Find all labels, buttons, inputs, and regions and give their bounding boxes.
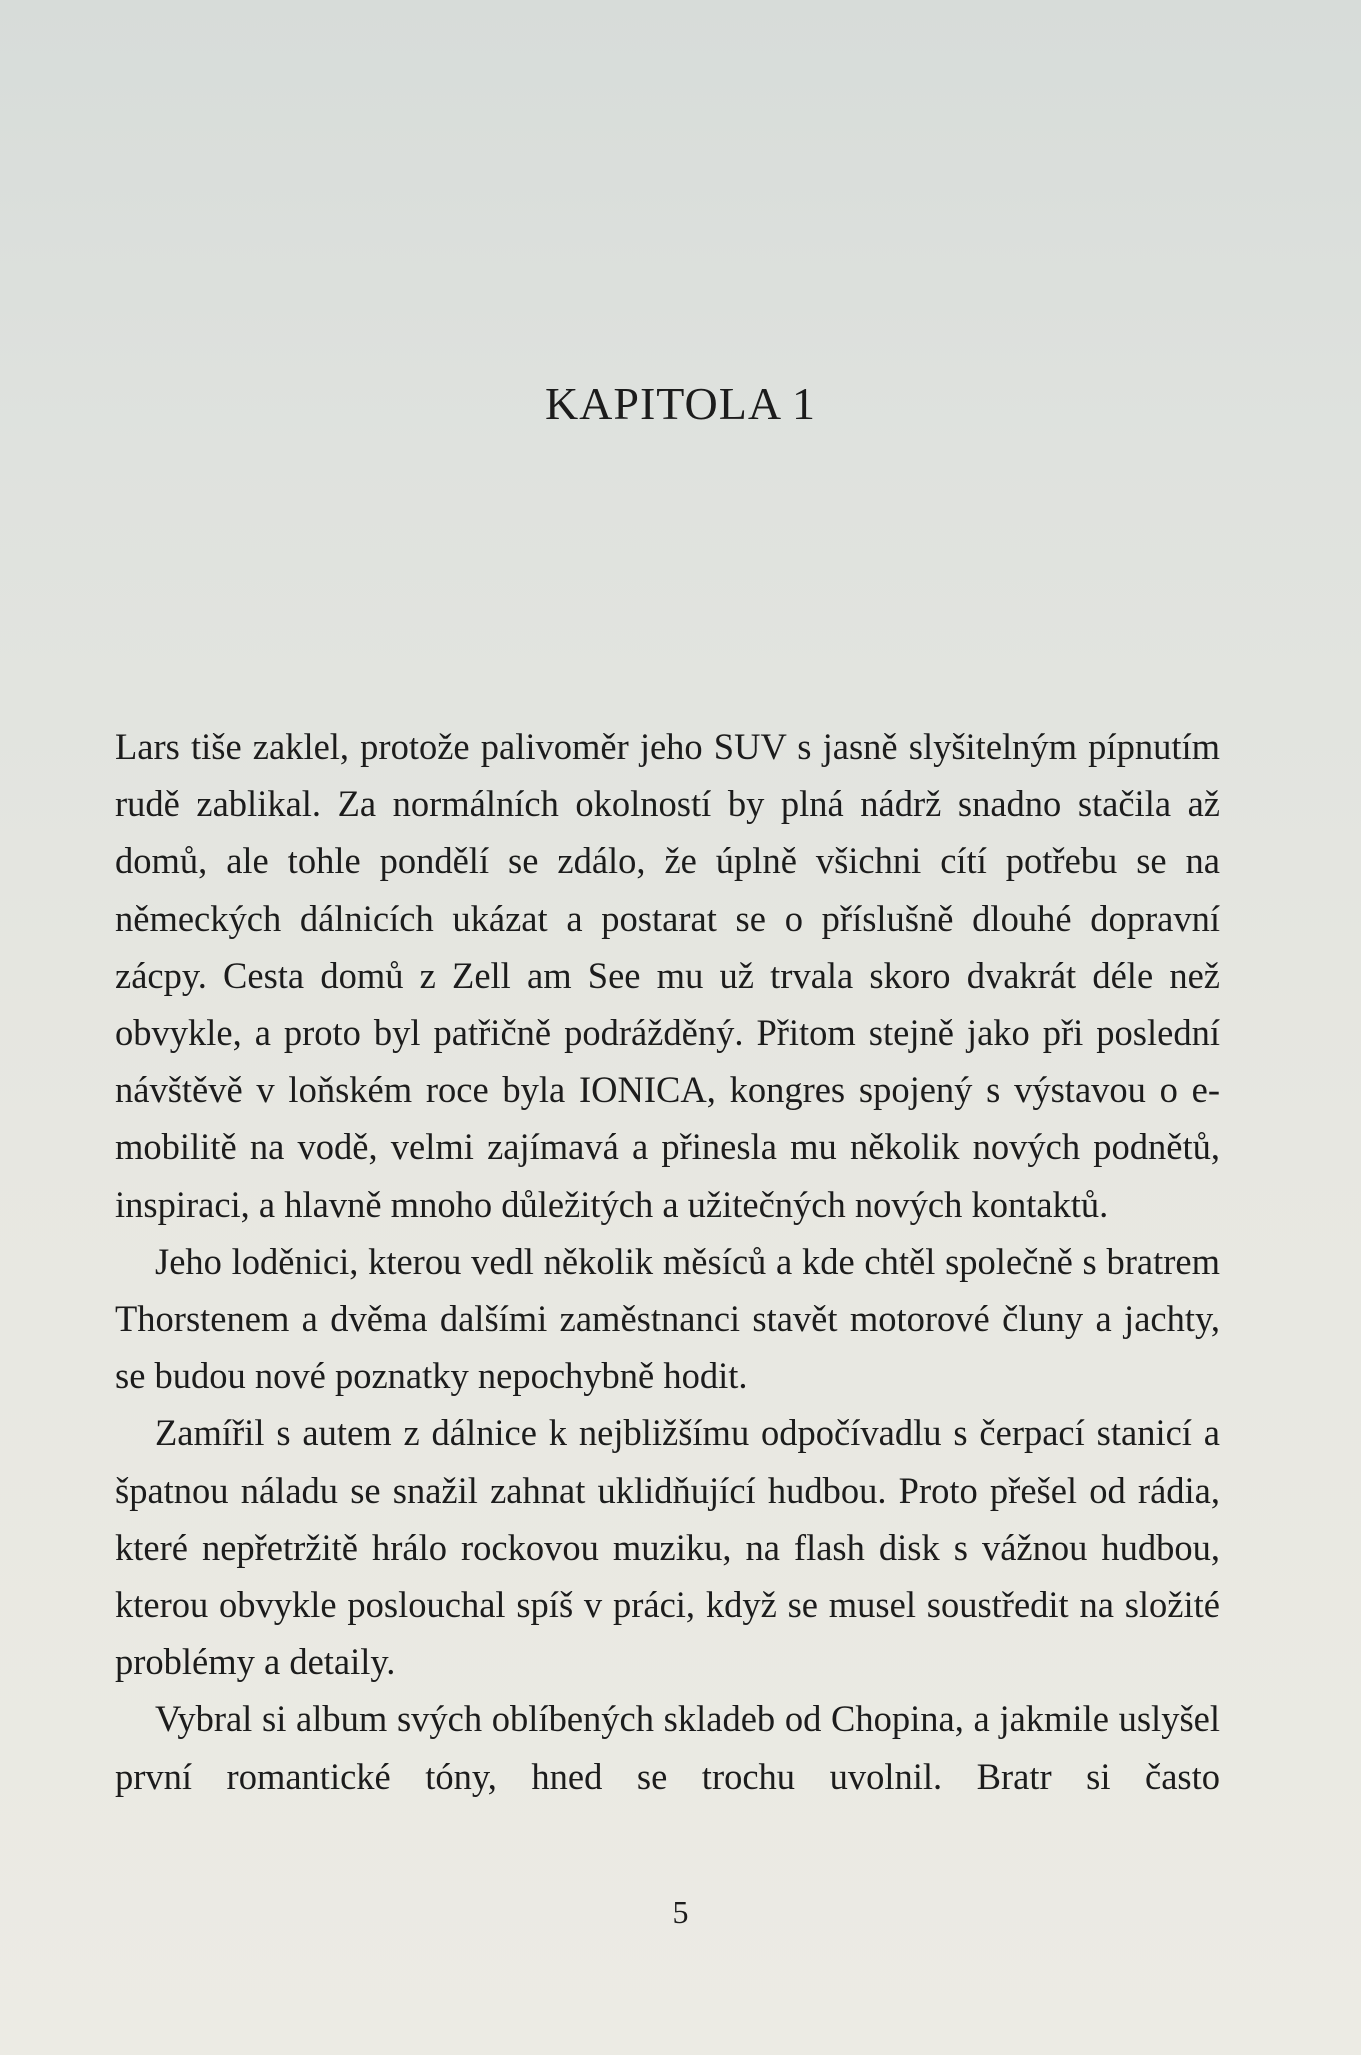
- paragraph-2: Jeho loděnici, kterou vedl několik měsíců a kde chtěl společně s bratrem Thorstenem a dvěma dalšími zaměstnanci stavět motorové čluny a jachty, se budou nové poznatky nepochybně hodit.: [115, 1240, 1220, 1397]
- chapter-body: [115, 718, 1220, 1805]
- paragraph-3: Zamířil s autem z dálnice k nejbližšímu odpočívadlu s čerpací stanicí a špatnou náladu se snažil zahnat uklidňující hudbou. Proto přešel od rádia, které nepřetržitě hrálo rockovou muziku, na flash disk s vážnou hudbou, kterou obvykle poslouchal spíš v práci, když se musel soustředit na složité problémy a detaily.: [115, 1412, 1220, 1683]
- chapter-title: KAPITOLA 1: [544, 378, 817, 429]
- paragraph-1: Lars tiše zaklel, protože palivoměr jeho SUV s jasně slyšitelným pípnutím rudě zablikal. Za normálních okolností by plná nádrž snadno stačila až domů, ale tohle pondělí se zdálo, že úplně všichni cítí potřebu se na německých dálnicích ukázat a postarat se o příslušně dlouhé dopravní zácpy. Cesta domů z Zell am See mu už trvala skoro dvakrát déle než obvykle, a proto byl patřičně podrážděný. Přitom stejně jako při poslední návštěvě v loňském roce byla IONICA, kongres spojený s výstavou o e-mobilitě na vodě, velmi zajímavá a přinesla mu několik nových podnětů, inspiraci, a hlavně mnoho důležitých a užitečných nových kontaktů.: [115, 726, 1220, 1225]
- paragraph-4: Vybral si album svých oblíbených skladeb od Chopina, a jakmile uslyšel první romantické tóny, hned se trochu uvolnil. Bratr si často: [115, 1698, 1220, 1797]
- page-number: 5: [672, 1894, 689, 1930]
